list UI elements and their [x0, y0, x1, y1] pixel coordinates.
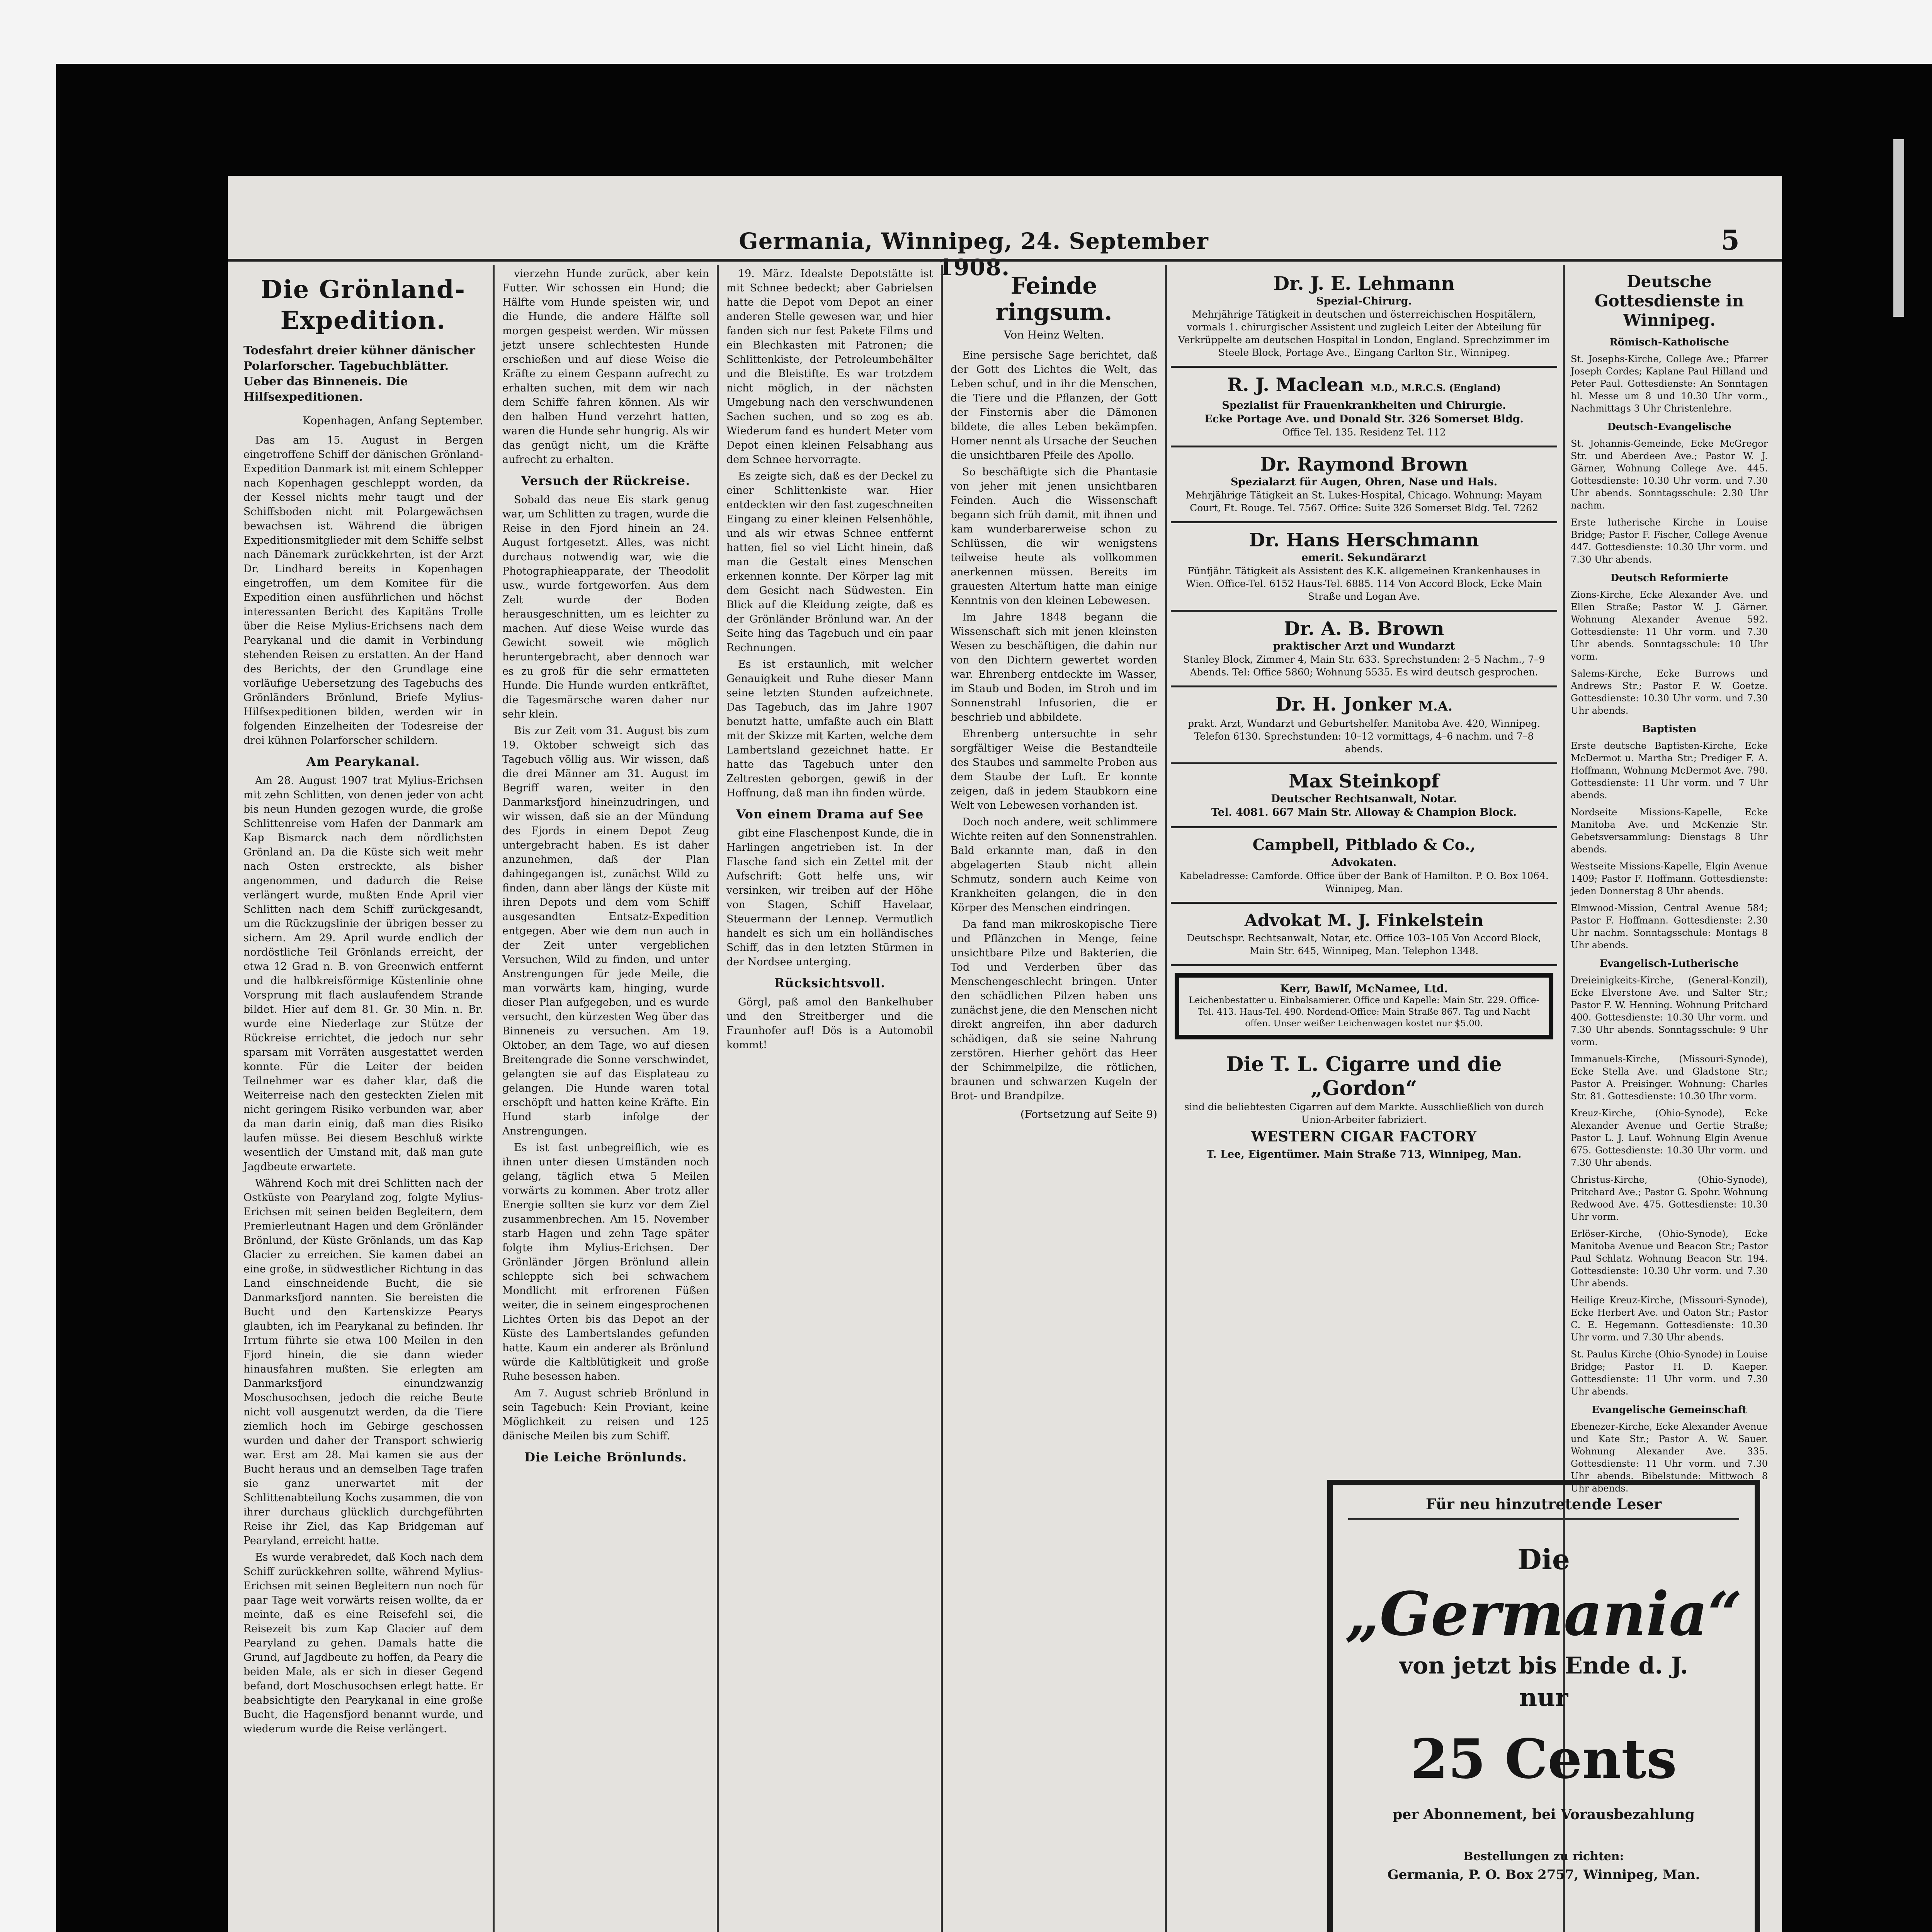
- church-entry: Westseite Missions-Kapelle, Elgin Avenue 1409; Pastor F. Hoffmann. Gottesdienste: jeden Donnerstag 8 Uhr abends.: [1571, 861, 1768, 896]
- ad-text: Mehrjährige Tätigkeit an St. Lukes-Hospital, Chicago. Wohnung: Mayam Court, Ft. Rouge. Tel. 7567. Office: Suite 326 Somerset Bldg. Tel. 7262: [1185, 490, 1543, 514]
- ad-article: Die: [1517, 1543, 1570, 1576]
- ad-text: Tel. 4081. 667 Main Str. Alloway & Champion Block.: [1211, 806, 1517, 818]
- church-entry: Dreieinigkeits-Kirche, (General-Konzil), Ecke Elverstone Ave. und Salter Str.; Pastor F. W. Henning. Wohnung Pritchard 400. Gottesdienste: 10.30 Uhr vorm. und 7.30 Uhr abends. Sonntagsschule: 9 Uhr vorm.: [1571, 975, 1768, 1048]
- paragraph: 19. März. Idealste Depotstätte ist mit Schnee bedeckt; aber Gabrielsen hatte die Depot vom Depot an einer anderen Stelle gewesen war, und hier fanden sich nur fest Pakete Films und ein Blechkasten mit Patronen; die Schlittenkiste, der Petroleumbehälter und die Bleistifte. Es war trotzdem nicht möglich, in der nächsten Umgebung nach den verschwundenen Sachen suchen, und so zog es ab. Wiederum fand es hundert Meter vom Depot einen kleinen Felsabhang aus dem Schnee hervorragte.: [726, 268, 933, 466]
- ad-degree: M.A.: [1418, 699, 1452, 714]
- ad-subtitle: Spezialist für Frauenkrankheiten und Chirurgie.: [1222, 400, 1506, 412]
- ad-address: Germania, P. O. Box 2757, Winnipeg, Man.: [1387, 1867, 1700, 1883]
- paragraph: Ehrenberg untersuchte in sehr sorgfältiger Weise die Bestandteile des Staubes und sammelte Proben aus dem Staube der Luft. Er konnte zeigen, daß in jedem Staubkorn eine Welt von Lebewesen vorhanden ist.: [951, 728, 1157, 811]
- ad-name: Dr. A. B. Brown: [1284, 618, 1444, 639]
- ads-column: [1171, 267, 1557, 1464]
- ad-text: Kabeladresse: Camforde. Office über der Bank of Hamilton. P. O. Box 1064. Winnipeg, Man.: [1179, 870, 1549, 894]
- ad-herschmann: [1171, 523, 1557, 612]
- ad-kerr-bawlf: [1175, 973, 1553, 1039]
- ad-name: Dr. J. E. Lehmann: [1273, 273, 1455, 294]
- continuation-note: (Fortsetzung auf Seite 9): [1020, 1108, 1157, 1121]
- paragraph: Am 7. August schrieb Brönlund in sein Tagebuch: Kein Proviant, keine Möglichkeit zu reisen und 125 dänische Meilen bis zum Schiff.: [502, 1387, 709, 1442]
- ad-text: Stanley Block, Zimmer 4, Main Str. 633. Sprechstunden: 2–5 Nachm., 7–9 Abends. Tel: Office 5860; Wohnung 5535. Es wird deutsch gesprochen.: [1183, 654, 1545, 678]
- paragraph: Es wurde verabredet, daß Koch nach dem Schiff zurückkehren sollte, während Mylius-Erichsen mit seinen Begleitern nun noch für paar Tage weit vorwärts reisen wollte, da er meinte, daß es eine Reisefehl sei, die Reisezeit bis zum Kap Glacier auf dem Pearyland zu gehen. Damals hatte die Grund, auf Jagdbeute zu hoffen, da Peary die beiden Male, als er sich in dieser Gegend befand, dort Moschusochsen erlegt hatte. Er beabsichtigte den Pearykanal in eine große Bucht, die Hagensfjord benannt wurde, und wiederum wurde die Reise verlängert.: [243, 1551, 483, 1735]
- column-rule: [1165, 265, 1167, 1932]
- section-heading: Am Pearykanal.: [306, 754, 420, 769]
- denomination-heading: Baptisten: [1642, 723, 1697, 735]
- denomination-heading: Römisch-Katholische: [1609, 337, 1729, 348]
- section-heading: Rücksichtsvoll.: [774, 976, 886, 990]
- church-entry: Zions-Kirche, Ecke Alexander Ave. und Ellen Straße; Pastor W. J. Gärner. Wohnung Alexander Avenue 592. Gottesdienste: 11 Uhr vorm. und 7.30 Uhr abends. Sonntagsschule: 10 Uhr vorm.: [1571, 589, 1768, 662]
- article-column-3: [726, 267, 933, 1932]
- church-entry: Kreuz-Kirche, (Ohio-Synode), Ecke Alexander Avenue und Gertie Straße; Pastor L. J. Lauf. Wohnung Elgin Avenue 675. Gottesdienste: 10.30 Uhr vorm. und 7.30 Uhr abends.: [1571, 1108, 1768, 1168]
- ad-ab-brown: [1171, 612, 1557, 687]
- paragraph: Im Jahre 1848 begann die Wissenschaft sich mit jenen kleinsten Wesen zu beschäftigen, die dahin nur von den Dichtern gewertet worden war. Ehrenberg entdeckte im Wasser, im Staub und Boden, im Stroh und im Sonnenstrahl Infusorien, die er beschrieb und abbildete.: [951, 611, 1157, 723]
- ad-lehmann: [1171, 267, 1557, 368]
- ad-raymond-brown: [1171, 447, 1557, 523]
- ad-address: Ecke Portage Ave. und Donald Str. 326 Somerset Bldg.: [1204, 413, 1524, 425]
- paragraph: Das am 15. August in Bergen eingetroffene Schiff der dänischen Grönland-Expedition Danmark ist mit einem Schlepper nach Kopenhagen geschleppt worden, da der Kessel nichts mehr taugt und der Schiffsboden nicht mit Polargewächsen bewachsen ist. Während die übrigen Expeditionsmitglieder mit dem Schiffe selbst nach Dänemark zurückkehrten, ist der Arzt Dr. Lindhard bereits in Kopenhagen eingetroffen, um dem Komitee für die Expedition einen ausführlichen und höchst interessanten Bericht des Kapitäns Trolle über die Reise Mylius-Erichsens nach dem Pearykanal und die damit in Verbindung stehenden Reisen zu erstatten. An der Hand des Berichts, der den Grundlage eine vorläufige Uebersetzung des Tagebuchs des Grönländers Brönlund, Briefe Mylius-Hilfsexpeditionen bilden, werden wir in folgenden Einzelheiten der Todesreise der drei kühnen Polarforscher schildern.: [243, 434, 483, 747]
- church-entry: Elmwood-Mission, Central Avenue 584; Pastor F. Hoffmann. Gottesdienste: 2.30 Uhr nachm. Sonntagsschule: Montags 8 Uhr abends.: [1571, 903, 1768, 951]
- subscription-ad: [1327, 1480, 1760, 1932]
- ad-campbell: [1171, 828, 1557, 904]
- ad-phone: Office Tel. 135. Residenz Tel. 112: [1282, 427, 1446, 438]
- ad-name: Kerr, Bawlf, McNamee, Ltd.: [1280, 982, 1448, 995]
- church-entry: Christus-Kirche, (Ohio-Synode), Pritchard Ave.; Pastor G. Spohr. Wohnung Redwood Ave. 475. Gottesdienste: 10.30 Uhr vorm.: [1571, 1174, 1768, 1222]
- article-column-4: [951, 267, 1157, 1932]
- ad-text: sind die beliebtesten Cigarren auf dem Markte. Ausschließlich von durch Union-Arbeiter fabriziert.: [1184, 1101, 1544, 1125]
- church-entry: St. Paulus Kirche (Ohio-Synode) in Louise Bridge; Pastor H. D. Kaeper. Gottesdienste: 11 Uhr vorm. und 7.30 Uhr abends.: [1571, 1349, 1768, 1397]
- ad-text: Deutschspr. Rechtsanwalt, Notar, etc. Office 103–105 Von Accord Block, Main Str. 645, Winnipeg, Man. Telephon 1348.: [1187, 932, 1541, 956]
- church-entry: Immanuels-Kirche, (Missouri-Synode), Ecke Stella Ave. und Gladstone Str.; Pastor A. Preisinger. Wohnung: Charles Str. 81. Gottesdienste: 10.30 Uhr vorm.: [1571, 1054, 1768, 1102]
- ad-name: Dr. Hans Herschmann: [1249, 529, 1479, 551]
- article-column-1: [243, 267, 483, 1932]
- paragraph: Görgl, paß amol den Bankelhuber und den Streitberger und die Fraunhofer auf! Dös is a Automobil kommt!: [726, 996, 933, 1051]
- ad-cigar: [1171, 1046, 1557, 1168]
- church-entry: Erste lutherische Kirche in Louise Bridge; Pastor F. Fischer, College Avenue 447. Gottesdienste: 10.30 Uhr vorm. und 7.30 Uhr abends.: [1571, 517, 1768, 565]
- film-edge-strip: [1893, 139, 1904, 317]
- ad-text: Mehrjährige Tätigkeit in deutschen und österreichischen Hospitälern, vormals 1. chirurgischer Assistent und zugleich Leiter der Abteilung für Verkrüppelte am deutschen Hospital in London, England. Sprechzimmer im Steele Block, Portage Ave., Eingang Carlton Str., Winnipeg.: [1178, 309, 1550, 358]
- ad-name: Campbell, Pitblado & Co.,: [1252, 836, 1476, 854]
- paragraph: Während Koch mit drei Schlitten nach der Ostküste von Pearyland zog, folgte Mylius-Erichsen mit seinen beiden Begleitern, dem Premierleutnant Hagen und dem Grönländer Brönlund, der Küste Grönlands, um das Kap Glacier zu erreichen. Sie kamen dabei an eine große, in südwestlicher Richtung in das Land einschneidende Bucht, die sie Danmarksfjord nannten. Sie bereisten die Bucht und den Kartenskizze Pearys glaubten, ich im Pearykanal zu befinden. Ihr Irrtum führte sie etwa 100 Meilen in den Fjord hinein, die sie dann wieder hinausfahren mußten. Sie erlegten am Danmarksfjord einundzwanzig Moschusochsen, jedoch die reiche Beute nicht voll ausgenutzt werden, da die Tiere ziemlich hoch im Gebirge geschossen wurden und daher der Transport schwierig war. Erst am 28. Mai kamen sie aus der Bucht heraus und an demselben Tage trafen sie ganz unerwartet mit der Schlittenabteilung Kochs zusammen, die von ihrer durchaus glücklich durchgeführten Reise ihr Ziel, das Kap Bridgeman auf Pearyland, erreicht hatte.: [243, 1177, 483, 1547]
- ad-subtitle: Spezialarzt für Augen, Ohren, Nase und Hals.: [1230, 476, 1498, 488]
- ad-name: Dr. Raymond Brown: [1260, 454, 1468, 475]
- ad-subtitle: Advokaten.: [1331, 857, 1397, 869]
- ad-name: R. J. Maclean: [1227, 374, 1364, 396]
- ad-subtitle: emerit. Sekundärarzt: [1301, 552, 1427, 564]
- running-head: Germania, Winnipeg, 24. September 1908.: [739, 228, 1209, 281]
- byline: Von Heinz Welten.: [1003, 328, 1104, 341]
- denomination-heading: Deutsch Reformierte: [1610, 572, 1728, 584]
- paragraph: Eine persische Sage berichtet, daß der Gott des Lichtes die Welt, das Leben schuf, und in ihr die Menschen, die Tiere und die Pflanzen, der Gott der Finsternis aber die Dämonen bildete, die alles Leben bekämpfen. Homer nennt als Ursache der Seuchen die unsichtbaren Pfeile des Apollo.: [951, 349, 1157, 461]
- paragraph: Es ist erstaunlich, mit welcher Genauigkeit und Ruhe dieser Mann seine letzten Stunden aufzeichnete. Das Tagebuch, das im Jahre 1907 benutzt hatte, umfaßte auch ein Blatt mit der Skizze mit Karten, welche dem Lambertsland gezeichnet hatte. Er hatte das Tagebuch unter den Zeltresten geborgen, gewiß in der Hoffnung, daß man ihn finden würde.: [726, 658, 933, 799]
- denomination-heading: Evangelische Gemeinschaft: [1592, 1404, 1747, 1416]
- ad-maclean: [1171, 368, 1557, 447]
- column-rule: [941, 265, 943, 1932]
- ad-steinkopf: [1171, 764, 1557, 828]
- church-entry: St. Johannis-Gemeinde, Ecke McGregor Str. und Aberdeen Ave.; Pastor W. J. Gärner, Wohnung College Ave. 445. Gottesdienste: 10.30 Uhr vorm. und 7.30 Uhr abends. Sonntagsschule: 2.30 Uhr nachm.: [1571, 438, 1768, 511]
- column-rule: [717, 265, 719, 1932]
- ad-text: Leichenbestatter u. Einbalsamierer. Office und Kapelle: Main Str. 229. Office-Tel. 413. Haus-Tel. 490. Nordend-Office: Main Straße 867. Tag und Nacht offen. Unser weißer Leichenwagen kostet nur $5.00.: [1189, 995, 1539, 1029]
- page-number: 5: [1721, 224, 1740, 256]
- denomination-heading: Deutsch-Evangelische: [1607, 421, 1731, 433]
- ad-only: nur: [1519, 1683, 1568, 1712]
- ad-name: Max Steinkopf: [1289, 770, 1439, 792]
- newspaper-page: [228, 176, 1782, 1932]
- section-heading: Von einem Drama auf See: [736, 807, 924, 821]
- paragraph: Doch noch andere, weit schlimmere Wichte reiten auf den Sonnenstrahlen. Bald erkannte man, daß in den abgelagerten Staub nicht allein Schmutz, sondern auch Keime von Krankheiten gelangen, die in den Körper des Menschen eindringen.: [951, 816, 1157, 914]
- paragraph: Am 28. August 1907 trat Mylius-Erichsen mit zehn Schlitten, von denen jeder von acht bis neun Hunden gezogen wurde, die große Schlittenreise vom Hafen der Danmark am Kap Bismarck nach dem nördlichsten Grönland an. Da die Küste sich weit mehr nach Osten erstreckte, als bisher angenommen, und dadurch die Reise verlängert wurde, mußten Ende April vier Schlitten nach dem Schiff zurückgesandt, um die Rückzugslinie der übrigen besser zu sichern. Am 29. April wurde endlich der nordöstliche Teil Grönlands erreicht, der etwa 12 Grad n. B. von Greenwich entfernt und die halbkreisförmige Küstenlinie ohne Vorsprung mit flach auslaufendem Strande bildet. Hier auf dem 81. Gr. 30 Min. n. Br. wurde eine Niederlage zur Stütze der Rückreise errichtet, die jedoch nur sehr sparsam mit Vorräten ausgestattet werden konnte. Für die Leiter der beiden Teilnehmer war es daher klar, daß die Weiterreise nach den gesteckten Zielen mit nicht geringem Risiko verbunden war, aber da man darin einig, daß man dies Risiko laufen müsse. Bei diesem Beschluß wirkte wesentlich der Umstand mit, daß man gute Jagdbeute erwartete.: [243, 775, 483, 1173]
- ad-subtitle: Deutscher Rechtsanwalt, Notar.: [1271, 793, 1457, 805]
- ad-name: Die T. L. Cigarre und die „Gordon“: [1226, 1053, 1502, 1100]
- article-title: Die Grönland-Expedition.: [260, 275, 466, 335]
- paragraph: Da fand man mikroskopische Tiere und Pflänzchen in Menge, feine unsichtbare Pilze und Bakterien, die Tod und Verderben über das Menschengeschlecht bringen. Unter den schädlichen Pilzen haben uns zunächst jene, die den Menschen nicht direkt angreifen, ihn aber dadurch schädigen, daß sie seine Nahrung zerstören. Hierher gehört das Heer der Schimmelpilze, die rötlichen, braunen und schwarzen Kugeln der Brot- und Brandpilze.: [951, 918, 1157, 1102]
- paragraph: Bis zur Zeit vom 31. August bis zum 19. Oktober schweigt sich das Tagebuch völlig aus. Wir wissen, daß die drei Männer am 31. August im Begriff waren, weiter in den Danmarksfjord hineinzudringen, und wir wissen, daß sie an der Mündung des Fjords in einem Depot Zeug untergebracht haben. Es ist daher anzunehmen, daß der Plan dahingegangen ist, zunächst Wild zu finden, dann aber längs der Küste mit ihren Depots und dem vom Schiff ausgesandten Entsatz-Expedition entgegen. Aber wie dem nun auch in der Zeit unter vergeblichen Versuchen, Wild zu finden, und unter Anstrengungen für jede Meile, die man vorwärts kam, hinging, wurde dieser Plan aufgegeben, und es wurde versucht, den kürzesten Weg über das Binneneis zu versuchen. Am 19. Oktober, an dem Tage, wo auf diesen Breitengrade die Sonne verschwindet, gelangten sie auf das Eisplateau zu gelangen. Die Hunde waren total erschöpft und hatten keine Kräfte. Ein Hund starb infolge der Anstrengungen.: [502, 725, 709, 1137]
- article-title: Feinde ringsum.: [995, 272, 1112, 326]
- ad-finkelstein: [1171, 904, 1557, 966]
- ad-degree: M.D., M.R.C.S. (England): [1370, 382, 1501, 393]
- ad-jonker: [1171, 687, 1557, 764]
- ad-name: Advokat M. J. Finkelstein: [1244, 911, 1484, 930]
- church-entry: Erste deutsche Baptisten-Kirche, Ecke McDermot u. Martha Str.; Prediger F. A. Hoffmann, Wohnung McDermot Ave. 790. Gottesdienste: 11 Uhr vorm. und 7 Uhr abends.: [1571, 740, 1768, 801]
- paragraph: So beschäftigte sich die Phantasie von jeher mit jenen unsichtbaren Feinden. Auch die Wissenschaft begann sich früh damit, mit ihnen und kam wunderbarerweise schon zu Schlüssen, die wir wenigstens teilweise heute als vollkommen anerkennen müssen. Bereits im grauesten Altertum hatte man einige Kenntnis von den kleinen Lebewesen.: [951, 466, 1157, 607]
- section-heading: Die Leiche Brönlunds.: [524, 1450, 687, 1464]
- paragraph: vierzehn Hunde zurück, aber kein Futter. Wir schossen ein Hund; die Hälfte vom Hunde speisten wir, und die Hunde, die andere Hälfte soll morgen gespeist werden. Wir müssen jetzt unsere schlechtesten Hunde erschießen und auf diese Weise die Kräfte zu einem Gespann aufrecht zu erhalten suchen, mit dem wir nach dem Schiffe fahren können. Als wir den halben Hund verzehrt hatten, waren die Hunde sehr hungrig. Als wir das genügt nicht, um die Kräfte aufrecht zu erhalten.: [502, 268, 709, 466]
- paragraph: Es ist fast unbegreiflich, wie es ihnen unter diesen Umständen noch gelang, täglich etwa 5 Meilen vorwärts zu kommen. Aber trotz aller Energie sollten sie kurz vor dem Ziel zusammenbrechen. Am 15. November starb Hagen und zehn Tage später folgte ihm Mylius-Erichsen. Der Grönländer Jörgen Brönlund allein schleppte sich bei schwachem Mondlicht mit erfrorenen Füßen weiter, die in seinem eingesprochenen Lichtes Orten bis das Depot an der Küste des Lambertslandes gefunden hatte. Kaum ein anderer als Brönlund würde die Kaltblütigkeit und große Ruhe besessen haben.: [502, 1142, 709, 1383]
- article-subtitle: Todesfahrt dreier kühner dänischer Polarforscher. Tagebuchblätter. Ueber das Binneneis. Die Hilfsexpeditionen.: [243, 344, 475, 404]
- ad-kicker: Für neu hinzutretende Leser: [1425, 1495, 1662, 1513]
- ad-subtitle: Spezial-Chirurg.: [1316, 295, 1412, 307]
- ad-subtitle: praktischer Arzt und Wundarzt: [1273, 640, 1455, 652]
- section-title: Deutsche Gottesdienste in Winnipeg.: [1594, 272, 1744, 330]
- section-heading: Versuch der Rückreise.: [521, 473, 690, 488]
- ad-text: Fünfjähr. Tätigkeit als Assistent des K.K. allgemeinen Krankenhauses in Wien. Office-Tel. 6152 Haus-Tel. 6885. 114 Von Accord Block, Ecke Main Straße und Logan Ave.: [1185, 565, 1543, 602]
- ad-terms: per Abonnement, bei Vorausbezahlung: [1393, 1806, 1695, 1823]
- church-entry: Erlöser-Kirche, (Ohio-Synode), Ecke Manitoba Avenue und Beacon Str.; Pastor Paul Schlatz. Wohnung Beacon Str. 194. Gottesdienste: 10.30 Uhr vorm. und 7.30 Uhr abends.: [1571, 1228, 1768, 1289]
- church-entry: Ebenezer-Kirche, Ecke Alexander Avenue und Kate Str.; Pastor A. W. Sauer. Wohnung Alexander Ave. 335. Gottesdienste: 11 Uhr vorm. und 7.30 Uhr abends. Bibelstunde: Mittwoch 8 Uhr abends.: [1571, 1421, 1768, 1494]
- column-rule: [493, 265, 495, 1932]
- church-entry: St. Josephs-Kirche, College Ave.; Pfarrer Joseph Cordes; Kaplane Paul Hilland und Peter Paul. Gottesdienste: An Sonntagen hl. Messe um 8 und 10.30 Uhr vorm., Nachmittags 3 Uhr Christenlehre.: [1571, 354, 1768, 414]
- ad-newspaper-name: „Germania“: [1345, 1578, 1742, 1649]
- ad-divider: [1348, 1518, 1739, 1520]
- ad-name: Dr. H. Jonker: [1276, 694, 1412, 715]
- head-rule: [228, 259, 1782, 262]
- church-entry: Heilige Kreuz-Kirche, (Missouri-Synode), Ecke Herbert Ave. und Oaton Str.; Pastor C. E. Hegemann. Gottesdienste: 10.30 Uhr vorm. und 7.30 Uhr abends.: [1571, 1295, 1768, 1343]
- ad-address: T. Lee, Eigentümer. Main Straße 713, Winnipeg, Man.: [1206, 1148, 1522, 1160]
- ad-company: WESTERN CIGAR FACTORY: [1251, 1129, 1477, 1145]
- ad-orders-label: Bestellungen zu richten:: [1463, 1850, 1624, 1863]
- church-services-column: [1571, 267, 1768, 1494]
- paragraph: gibt eine Flaschenpost Kunde, die in Harlingen angetrieben ist. In der Flasche fand sich ein Zettel mit der Aufschrift: Gott helfe uns, wir versinken, wir treiben auf der Höhe von Stagen, Schiff Havelaar, Steuermann der Lennep. Vermutlich handelt es sich um ein holländisches Schiff, das in den letzten Stürmen in der Nordsee unterging.: [726, 827, 933, 968]
- paragraph: Es zeigte sich, daß es der Deckel zu einer Schlittenkiste war. Hier entdeckten wir den fast zugeschneiten Eingang zu einer kleinen Felsenhöhle, und als wir etwas Schnee entfernt hatten, fiel so viel Licht hinein, daß man die Gestalt eines Menschen erkennen konnte. Der Körper lag mit dem Gesicht nach Südwesten. Ein Blick auf die Kleidung zeigte, daß es der Grönländer Brönlund war. An der Seite hing das Tagebuch und ein paar Rechnungen.: [726, 470, 933, 654]
- ad-text: prakt. Arzt, Wundarzt und Geburtshelfer. Manitoba Ave. 420, Winnipeg. Telefon 6130. Sprechstunden: 10–12 vormittags, 4–6 nachm. und 7–8 abends.: [1187, 718, 1541, 755]
- ad-period: von jetzt bis Ende d. J.: [1399, 1652, 1688, 1679]
- ad-price: 25 Cents: [1410, 1728, 1677, 1791]
- paragraph: Sobald das neue Eis stark genug war, um Schlitten zu tragen, wurde die Reise in den Fjord hinein an 24. August fortgesetzt. Alles, was nicht durchaus notwendig war, wie die Photographieapparate, der Theodolit usw., wurde fortgeworfen. Aus dem Zelt wurde der Boden herausgeschnitten, um es leichter zu machen. Auf diese Weise wurde das Gewicht soweit wie möglich heruntergebracht, aber dennoch war es zu groß für die sehr ermatteten Hunde. Die Hunde wurden entkräftet, die Tagesmärsche waren daher nur sehr klein.: [502, 494, 709, 720]
- church-entry: Salems-Kirche, Ecke Burrows und Andrews Str.; Pastor F. W. Goetze. Gottesdienste: 10.30 Uhr vorm. und 7.30 Uhr abends.: [1571, 668, 1768, 716]
- denomination-heading: Evangelisch-Lutherische: [1600, 958, 1739, 969]
- church-entry: Nordseite Missions-Kapelle, Ecke Manitoba Ave. und McKenzie Str. Gebetsversammlung: Dienstags 8 Uhr abends.: [1571, 807, 1768, 855]
- dateline: Kopenhagen, Anfang September.: [303, 414, 483, 427]
- article-column-2: [502, 267, 709, 1932]
